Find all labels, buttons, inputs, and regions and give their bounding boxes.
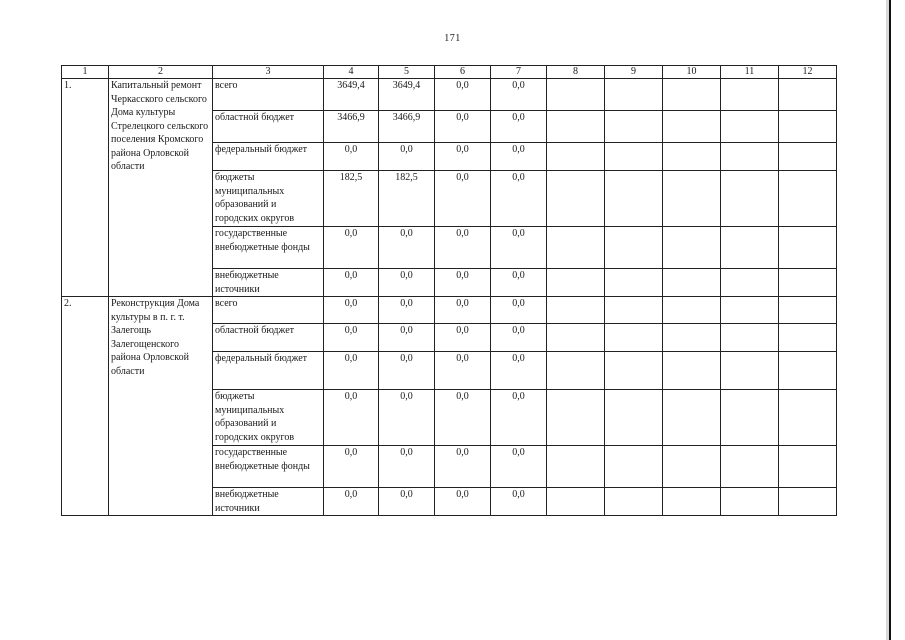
value-cell: 0,0: [435, 79, 491, 111]
value-cell: 0,0: [435, 171, 491, 227]
item-name: Капитальный ремонт Черкасского сельского Дома культуры Стрелецкого сельского поселения Кромского района Орловской области: [109, 79, 213, 297]
column-header: 5: [379, 66, 435, 79]
funding-source: федеральный бюджет: [213, 352, 324, 390]
value-cell: 0,0: [379, 269, 435, 297]
scan-edge: [889, 0, 891, 640]
value-cell: 0,0: [435, 324, 491, 352]
column-header: 3: [213, 66, 324, 79]
value-cell: 0,0: [491, 390, 547, 446]
value-cell: 0,0: [491, 269, 547, 297]
value-cell: 0,0: [491, 111, 547, 143]
value-cell: 3649,4: [324, 79, 379, 111]
column-header: 4: [324, 66, 379, 79]
column-header: 6: [435, 66, 491, 79]
item-index: 1.: [62, 79, 109, 297]
column-header: 1: [62, 66, 109, 79]
value-cell: 0,0: [379, 446, 435, 488]
value-cell: 0,0: [491, 297, 547, 324]
value-cell: 0,0: [324, 446, 379, 488]
value-cell: 0,0: [379, 227, 435, 269]
value-cell: 0,0: [324, 143, 379, 171]
value-cell: 0,0: [379, 297, 435, 324]
value-cell: 0,0: [379, 488, 435, 516]
funding-source: внебюджетные источники: [213, 488, 324, 516]
value-cell: 3466,9: [324, 111, 379, 143]
column-header: 2: [109, 66, 213, 79]
value-cell: 0,0: [435, 269, 491, 297]
value-cell: 0,0: [491, 324, 547, 352]
table-row: [62, 297, 837, 324]
value-cell: 0,0: [491, 446, 547, 488]
value-cell: 0,0: [379, 324, 435, 352]
value-cell: 0,0: [435, 352, 491, 390]
value-cell: 0,0: [491, 488, 547, 516]
item-index: 2.: [62, 297, 109, 516]
value-cell: 0,0: [324, 390, 379, 446]
page-number: 171: [444, 33, 461, 44]
column-header: 11: [721, 66, 779, 79]
value-cell: 0,0: [491, 171, 547, 227]
value-cell: 0,0: [435, 143, 491, 171]
value-cell: 0,0: [435, 227, 491, 269]
value-cell: 182,5: [324, 171, 379, 227]
value-cell: 0,0: [435, 111, 491, 143]
value-cell: 0,0: [491, 143, 547, 171]
value-cell: 0,0: [491, 79, 547, 111]
value-cell: 0,0: [491, 352, 547, 390]
value-cell: 0,0: [324, 352, 379, 390]
funding-source: бюджеты муниципальных образований и городских округов: [213, 390, 324, 446]
value-cell: 0,0: [324, 297, 379, 324]
funding-source: федеральный бюджет: [213, 143, 324, 171]
value-cell: 0,0: [324, 227, 379, 269]
value-cell: 0,0: [324, 488, 379, 516]
value-cell: 0,0: [324, 269, 379, 297]
value-cell: 0,0: [379, 390, 435, 446]
funding-source: государственные внебюджетные фонды: [213, 446, 324, 488]
value-cell: 0,0: [379, 143, 435, 171]
funding-source: бюджеты муниципальных образований и городских округов: [213, 171, 324, 227]
value-cell: 0,0: [435, 446, 491, 488]
table-row: [62, 79, 837, 111]
item-name: Реконструкция Дома культуры в п. г. т. Залегощь Залегощенского района Орловской области: [109, 297, 213, 516]
column-header: 10: [663, 66, 721, 79]
funding-source: областной бюджет: [213, 324, 324, 352]
column-header: 7: [491, 66, 547, 79]
value-cell: 3466,9: [379, 111, 435, 143]
financing-table: [61, 65, 837, 516]
value-cell: 0,0: [435, 297, 491, 324]
column-number-row: [62, 66, 837, 79]
funding-source: областной бюджет: [213, 111, 324, 143]
value-cell: 0,0: [324, 324, 379, 352]
value-cell: 3649,4: [379, 79, 435, 111]
value-cell: 182,5: [379, 171, 435, 227]
value-cell: 0,0: [491, 227, 547, 269]
value-cell: 0,0: [435, 390, 491, 446]
funding-source: государственные внебюджетные фонды: [213, 227, 324, 269]
value-cell: 0,0: [379, 352, 435, 390]
value-cell: 0,0: [435, 488, 491, 516]
funding-source: всего: [213, 79, 324, 111]
column-header: 12: [779, 66, 837, 79]
funding-source: внебюджетные источники: [213, 269, 324, 297]
funding-source: всего: [213, 297, 324, 324]
column-header: 9: [605, 66, 663, 79]
column-header: 8: [547, 66, 605, 79]
